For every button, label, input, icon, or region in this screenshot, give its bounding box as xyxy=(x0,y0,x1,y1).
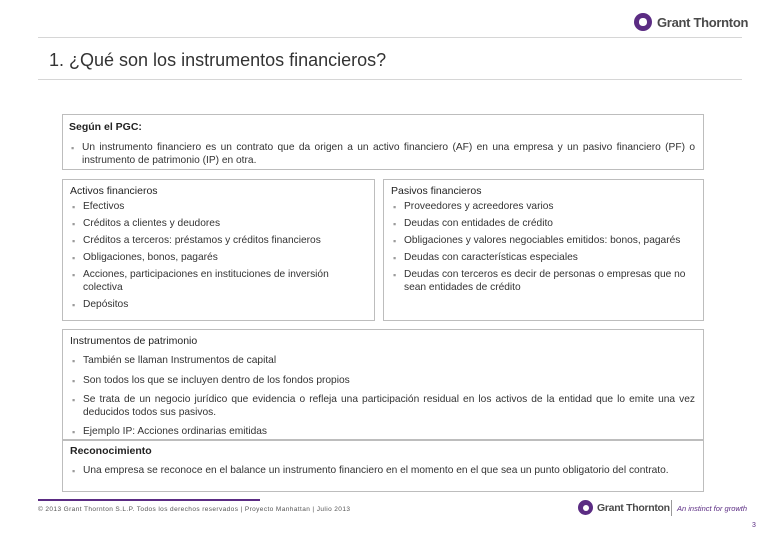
pasivos-list xyxy=(391,201,695,294)
patrimonio-box xyxy=(62,329,704,440)
list-item: ▪ Son todos los que se incluyen dentro de los fondos propios xyxy=(70,375,695,388)
header-bottom-rule xyxy=(38,79,742,80)
list-item: ▪ Efectivos xyxy=(70,201,366,214)
page-number: 3 xyxy=(752,522,756,529)
pasivos-heading: Pasivos financieros xyxy=(391,185,482,197)
header-logo-text: Grant Thornton xyxy=(657,14,749,30)
header-logo xyxy=(634,13,748,31)
activos-list xyxy=(70,201,366,311)
header-top-rule xyxy=(38,37,742,38)
list-item: ▪ Ejemplo IP: Acciones ordinarias emitidas xyxy=(70,426,695,439)
list-item: ▪ Obligaciones, bonos, pagarés xyxy=(70,252,366,265)
footer-logo xyxy=(578,500,670,515)
grant-thornton-logo-icon xyxy=(578,500,593,515)
activos-heading: Activos financieros xyxy=(70,185,158,197)
list-item: ▪ Depósitos xyxy=(70,299,366,312)
grant-thornton-logo-icon xyxy=(634,13,652,31)
list-item: ▪ Obligaciones y valores negociables emitidos: bonos, pagarés xyxy=(391,235,695,248)
footer-logo-text: Grant Thornton xyxy=(597,501,670,514)
list-item: ▪ Proveedores y acreedores varios xyxy=(391,201,695,214)
list-item: ▪ También se llaman Instrumentos de capital xyxy=(70,355,695,368)
activos-box xyxy=(62,179,375,321)
footer-separator xyxy=(671,500,672,516)
footer-accent-line xyxy=(38,499,260,501)
footer-copyright: © 2013 Grant Thornton S.L.P. Todos los derechos reservados | Proyecto Manhattan | Julio 2013 xyxy=(38,506,351,513)
pgc-box xyxy=(62,114,704,170)
pgc-heading: Según el PGC: xyxy=(69,121,142,133)
list-item: ▪ Créditos a terceros: préstamos y créditos financieros xyxy=(70,235,366,248)
reconocimiento-list xyxy=(70,465,695,478)
page-title: 1. ¿Qué son los instrumentos financieros? xyxy=(49,50,387,70)
list-item: ▪ Deudas con entidades de crédito xyxy=(391,218,695,231)
list-item: ▪ Créditos a clientes y deudores xyxy=(70,218,366,231)
reconocimiento-heading: Reconocimiento xyxy=(70,445,152,457)
list-item: ▪ Se trata de un negocio jurídico que evidencia o refleja una participación residual en los activos de la entidad que lo emite una vez deducidos todos sus pasivos. xyxy=(70,394,695,419)
list-item: ▪ Acciones, participaciones en instituciones de inversión colectiva xyxy=(70,269,366,294)
reconocimiento-box xyxy=(62,440,704,492)
pgc-list xyxy=(69,142,695,167)
pasivos-box xyxy=(383,179,704,321)
list-item: ▪ Deudas con características especiales xyxy=(391,252,695,265)
list-item: ▪ Una empresa se reconoce en el balance un instrumento financiero en el momento en el que sea un punto obligatorio del contrato. xyxy=(70,465,695,478)
list-item: ▪ Deudas con terceros es decir de personas o empresas que no sean entidades de crédito xyxy=(391,269,695,294)
patrimonio-list xyxy=(70,355,695,439)
list-item: ▪ Un instrumento financiero es un contrato que da origen a un activo financiero (AF) en una empresa y un pasivo financiero (PF) o instrumento de patrimonio (IP) en otra. xyxy=(69,142,695,167)
footer-tagline: An instinct for growth xyxy=(677,504,748,513)
patrimonio-heading: Instrumentos de patrimonio xyxy=(70,335,198,347)
